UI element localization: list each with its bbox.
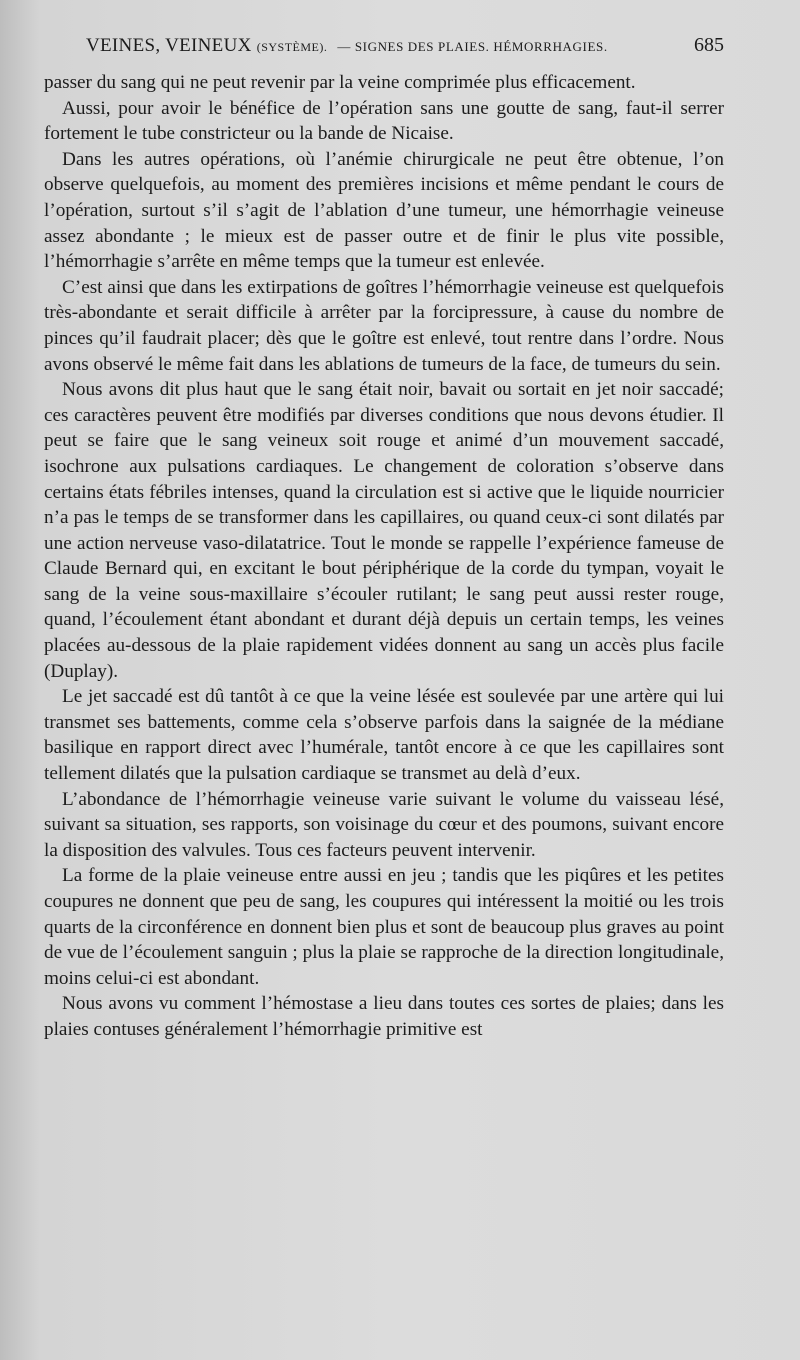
paragraph: C’est ainsi que dans les extirpations de goîtres l’hémorrhagie veineuse est quelquefois très-abondante et serait difficile à arrêter par la forcipressure, à cause du nombre de pinces qu’il faudrait placer; dès que le goître est enlevé, tout rentre dans l’ordre. Nous avons observé le même fait dans les ablations de tumeurs de la face, de tumeurs du sein. — [44, 276, 724, 375]
paragraph: Le jet saccadé est dû tantôt à ce que la veine lésée est soulevée par une artère qui lui transmet ses battements, comme cela s’observe parfois dans la saignée de la médiane basilique en rapport direct avec l’humérale, tantôt encore à ce que les capillaires sont tellement dilatés que la pulsation cardiaque se transmet au delà d’eux. — [44, 686, 724, 785]
paragraph: Nous avons vu comment l’hémostase a lieu dans toutes ces sortes de plaies; dans les plaies contuses généralement l’hémorrhagie primitive est — [44, 993, 724, 1040]
page-number: 685 — [694, 34, 724, 56]
paragraph: Nous avons dit plus haut que le sang était noir, bavait ou sortait en jet noir saccadé; ces caractères peuvent être modifiés par diverses conditions que nous devons étudier. Il peut se faire que le sang veineux soit rouge et animé d’un mouvement saccadé, isochrone aux pulsations cardiaques. Le changement de coloration s’observe dans certains états fébriles intenses, quand la circulation est si active que le liquide nourricier n’a pas le temps de se transformer dans les capillaires, ou quand ceux-ci sont dilatés par une action nerveuse vaso-dilatatrice. Tout le monde se rappelle l’expérience fameuse de Claude Bernard qui, en excitant le bout périphérique de la corde du tympan, voyait le sang de la veine sous-maxillaire s’écouler rutilant; le sang peut aussi rester rouge, quand, l’écoulement étant abondant et durant déjà depuis un certain temps, les veines placées au-dessous de la plaie rapidement vidées donnent au sang un accès plus facile (Duplay). — [44, 379, 724, 682]
body-text — [44, 70, 724, 1043]
paragraph: passer du sang qui ne peut revenir par la veine comprimée plus efficacement. — [44, 72, 636, 93]
running-title-main: VEINES, VEINEUX — [86, 35, 252, 56]
paragraph: La forme de la plaie veineuse entre aussi en jeu ; tandis que les piqûres et les petites coupures ne donnent que peu de sang, les coupures qui intéressent la moitié ou les trois quarts de la circonférence en donnent bien plus et sont de beaucoup plus graves au point de vue de l’écoulement sanguin ; plus la plaie se rapproche de la direction longitudinale, moins celui-ci est abondant. — [44, 865, 724, 989]
running-title — [86, 35, 327, 57]
paragraph: Aussi, pour avoir le bénéfice de l’opération sans une goutte de sang, faut-il serrer fortement le tube constricteur ou la bande de Nicaise. — [44, 97, 724, 145]
paragraph: Dans les autres opérations, où l’anémie chirurgicale ne peut être obtenue, l’on observe quelquefois, au moment des premières incisions et même pendant le cours de l’opération, surtout s’il s’agit de l’ablation d’une tumeur, une hémorrhagie veineuse assez abondante ; le mieux est de passer outre et de finir le plus vite possible, l’hémorrhagie s’arrête en même temps que la tumeur est enlevée. — [44, 148, 724, 273]
running-subtitle: — SIGNES DES PLAIES. HÉMORRHAGIES. — [337, 39, 608, 54]
running-title-small: (SYSTÈME). — [256, 40, 328, 54]
paragraph: L’abondance de l’hémorrhagie veineuse varie suivant le volume du vaisseau lésé, suivant sa situation, ses rapports, son voisinage du cœur et des poumons, suivant encore la disposition des valvules. Tous ces facteurs peuvent intervenir. — [44, 788, 724, 861]
running-header — [86, 34, 724, 64]
